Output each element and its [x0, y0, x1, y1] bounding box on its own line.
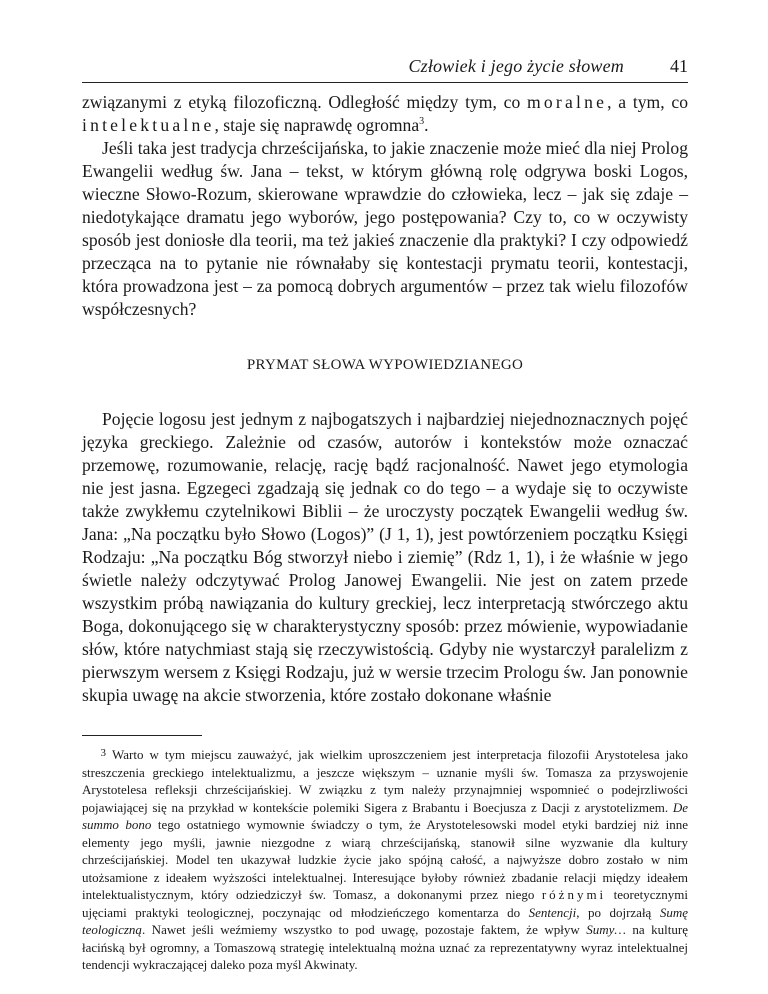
text-run: Warto w tym miejscu zauważyć, jak wielkim uproszczeniem jest interpretacja filozofii Arystotelesa jako streszczenia greckiego intelektualizmu, a jeszcze większym – uznanie myśli św. Tomasza za przyswojenie Arystotelesa refleksji chrześcijańskiej. W związku z tym należy przynajmniej wspomnieć o podejrzliwości pojawiającej się na przykład w kontekście polemiki Sigera z Brabantu i Boecjusza z Dacji z arystotelizmem.: [82, 747, 688, 815]
paragraph-continuation: [82, 91, 688, 137]
footnote: [82, 746, 688, 974]
italic-title: De summo bono: [82, 799, 688, 832]
running-head: [82, 56, 688, 82]
italic-title: Sumy…: [586, 922, 626, 937]
italic-title: Sentencji: [528, 904, 577, 920]
text-run: , staje się naprawdę ogromna: [214, 115, 420, 135]
paragraph: Pojęcie logosu jest jednym z najbogatszych i najbardziej niejednoznacznych pojęć języka greckiego. Zależnie od czasów, autorów i kontekstów może oznaczać przemowę, rozumowanie, relację, rację bądź racjonalność. Nawet jego etymologia nie jest jasna. Egzegeci zgadzają się jednak co do tego – a wydaje się to oczywiste także zwykłemu czytelnikowi Biblii – że uroczysty początek Ewangelii według św. Jana: „Na początku było Słowo (Logos)” (J 1, 1), jest powtórzeniem początku Księgi Rodzaju: „Na początku Bóg stworzył niebo i ziemię” (Rdz 1, 1), i że właśnie w jego świetle należy odczytywać Prolog Janowej Ewangelii. Nie jest on zatem przede wszystkim próbą nawiązania do kultury greckiej, lecz interpretacją stwórczego aktu Boga, dokonującego się w charakterystyczny sposób: przez mówienie, wypowiadanie słów, które natychmiast stają się rzeczywistością. Gdyby nie wystarczył paralelizm z pierwszym wersem z Księgi Rodzaju, już w wersie trzecim Prologu św. Jan ponownie skupia uwagę na akcie stworzenia, które zostało dokonane właśnie: [82, 409, 688, 705]
footnote-number: 3: [100, 747, 106, 759]
footnote-reference: 3: [419, 116, 425, 128]
page-number: 41: [670, 56, 688, 76]
text-run: , a tym, co: [607, 92, 688, 112]
header-rule: [82, 82, 688, 83]
text-run: .: [424, 115, 429, 135]
running-title: Człowiek i jego życie słowem: [408, 56, 624, 76]
book-page: [82, 56, 688, 974]
text-run: na kulturę łacińską był ogromny, a Tomaszową strategię intelektualną można uznać za reprezentatywny wyraz intelektualnej tendencji wykraczającej daleko poza myśl Akwinaty.: [82, 922, 689, 972]
spaced-emphasis: intelektualne: [82, 115, 215, 135]
text-run: tego ostatniego wymownie świadczy o tym, że Arystotelesowski model etyki bardziej niż inne elementy jego myśli, jawnie niezgodne z wiarą chrześcijańską, stanowił silne wyzwanie dla kultury chrześcijańskiej. Model ten ukazywał ludzkie życie jako spójną całość, a najwyższe dobro zostało w nim utożsamione z ideałem wyższości intelektualnej. Interesujące byłoby również zbadanie relacji między ideałem intelektualistycznym, który odziedziczył św. Tomasz, a dokonanymi przez niego: [82, 817, 688, 902]
spaced-emphasis: różnymi: [541, 887, 607, 902]
italic-title: Sumę teologiczną: [82, 904, 688, 937]
text-run: teoretycznymi ujęciami praktyki teologicznej, poczynając od młodzieńczego komentarza do: [82, 887, 689, 920]
paragraph: Jeśli taka jest tradycja chrześcijańska, to jakie znaczenie może mieć dla niej Prolog Ewangelii według św. Jana – tekst, w którym główną rolę odgrywa boski Logos, wieczne Słowo-Rozum, skierowane wprawdzie do człowieka, lecz – jak się zdaje – niedotykające dramatu jego wyborów, jego postępowania? Czy to, co w oczywisty sposób jest doniosłe dla teorii, ma też jakieś znaczenie dla praktyki? I czy odpowiedź przecząca na to pytanie nie równałaby się kontestacji prymatu teorii, kontestacji, która prowadzona jest – za pomocą dobrych argumentów – przez tak wielu filozofów współczesnych?: [82, 138, 688, 319]
footnote-rule: [82, 735, 202, 736]
spaced-emphasis: moralne: [527, 92, 608, 112]
text-run: związanymi z etyką filozoficzną. Odległość między tym, co: [82, 92, 528, 112]
main-text: [82, 91, 688, 707]
text-run: , po dojrzałą: [576, 904, 660, 920]
text-run: . Nawet jeśli weźmiemy wszystko to pod uwagę, pozostaje faktem, że wpływ: [141, 922, 587, 937]
section-heading: PRYMAT SŁOWA WYPOWIEDZIANEGO: [246, 357, 524, 373]
